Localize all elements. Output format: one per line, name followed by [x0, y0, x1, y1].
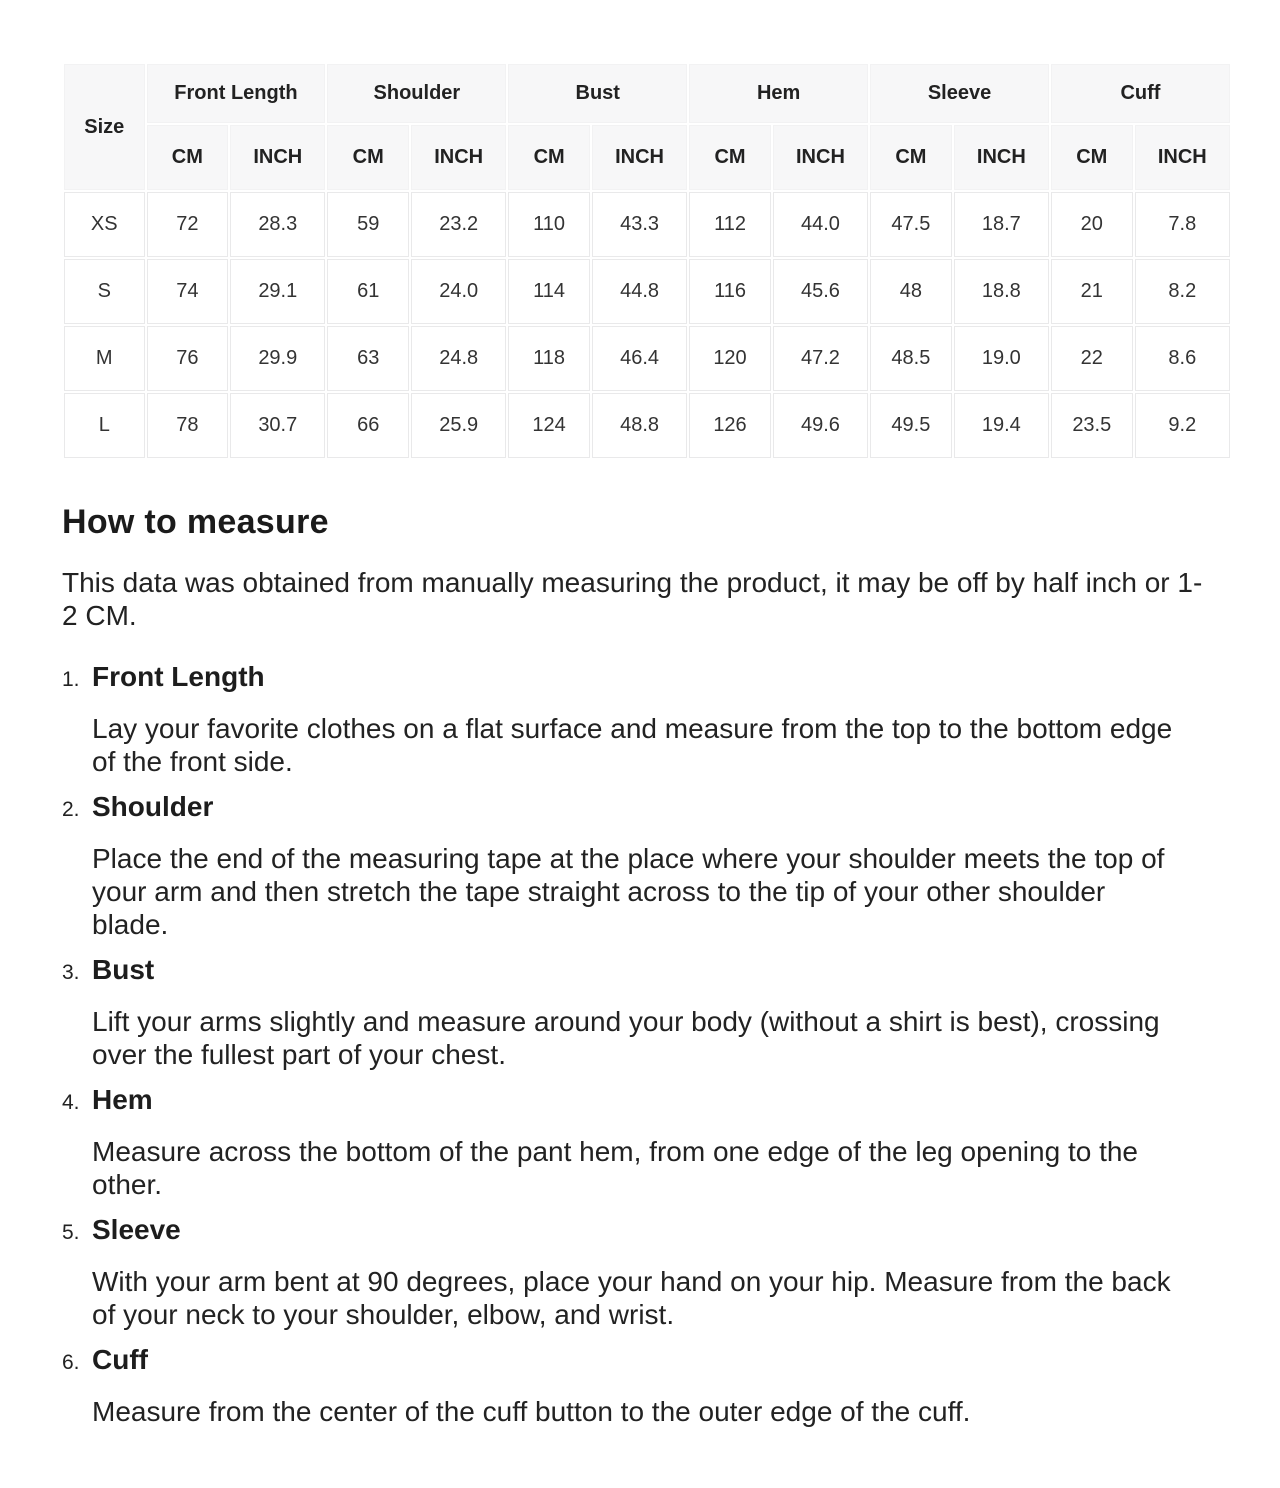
- table-cell: 25.9: [411, 393, 506, 458]
- intro-text: This data was obtained from manually measuring the product, it may be off by half inch or 1-2 CM.: [62, 567, 1203, 631]
- table-cell: 49.6: [773, 393, 868, 458]
- table-cell: 19.0: [954, 326, 1049, 391]
- item-number: 1.: [62, 668, 80, 691]
- table-cell: 118: [508, 326, 590, 391]
- col-group-sleeve: Sleeve: [870, 64, 1049, 123]
- unit-header-inch: INCH: [773, 125, 868, 190]
- section-title: How to measure: [62, 503, 329, 541]
- unit-header-inch: INCH: [1135, 125, 1230, 190]
- table-unit-header-row: [64, 125, 1230, 190]
- row-size-cell: M: [64, 326, 145, 391]
- row-size-cell: XS: [64, 192, 145, 257]
- unit-header-inch: INCH: [592, 125, 687, 190]
- unit-header-cm: CM: [147, 125, 229, 190]
- item-number: 2.: [62, 798, 80, 821]
- item-term-row: [62, 953, 1232, 991]
- table-cell: 63: [327, 326, 409, 391]
- item-description: Measure from the center of the cuff button to the outer edge of the cuff.: [92, 1396, 971, 1427]
- list-item: [62, 953, 1232, 1071]
- table-cell: 48.8: [592, 393, 687, 458]
- table-cell: 43.3: [592, 192, 687, 257]
- unit-header-inch: INCH: [230, 125, 325, 190]
- item-term-row: [62, 1083, 1232, 1121]
- table-cell: 18.8: [954, 259, 1049, 324]
- table-cell: 29.1: [230, 259, 325, 324]
- unit-header-inch: INCH: [411, 125, 506, 190]
- item-term-row: [62, 790, 1232, 828]
- list-item: [62, 1213, 1232, 1331]
- item-description: Measure across the bottom of the pant hem, from one edge of the leg opening to the other.: [92, 1136, 1138, 1200]
- table-row: [64, 326, 1230, 391]
- table-cell: 66: [327, 393, 409, 458]
- item-term: Sleeve: [92, 1214, 181, 1245]
- table-cell: 126: [689, 393, 771, 458]
- table-cell: 124: [508, 393, 590, 458]
- table-cell: 24.8: [411, 326, 506, 391]
- measure-instructions-list: [62, 660, 1232, 1428]
- item-description: Place the end of the measuring tape at the place where your shoulder meets the top of your arm and then stretch the tape straight across to the tip of your other shoulder blade.: [92, 843, 1165, 940]
- col-group-front-length: Front Length: [147, 64, 326, 123]
- item-description: With your arm bent at 90 degrees, place your hand on your hip. Measure from the back of your neck to your shoulder, elbow, and wrist.: [92, 1266, 1171, 1330]
- table-cell: 114: [508, 259, 590, 324]
- item-number: 3.: [62, 961, 80, 984]
- table-cell: 44.0: [773, 192, 868, 257]
- table-cell: 8.2: [1135, 259, 1230, 324]
- table-cell: 116: [689, 259, 771, 324]
- col-group-cuff: Cuff: [1051, 64, 1230, 123]
- table-cell: 47.5: [870, 192, 952, 257]
- table-cell: 22: [1051, 326, 1133, 391]
- table-row: [64, 393, 1230, 458]
- table-cell: 49.5: [870, 393, 952, 458]
- unit-header-cm: CM: [870, 125, 952, 190]
- table-cell: 9.2: [1135, 393, 1230, 458]
- item-term-row: [62, 1213, 1232, 1251]
- col-group-bust: Bust: [508, 64, 687, 123]
- unit-header-cm: CM: [508, 125, 590, 190]
- list-item: [62, 790, 1232, 941]
- table-cell: 72: [147, 192, 229, 257]
- item-term: Bust: [92, 954, 155, 985]
- list-item: [62, 1343, 1232, 1428]
- table-cell: 112: [689, 192, 771, 257]
- table-cell: 19.4: [954, 393, 1049, 458]
- item-term-row: [62, 660, 1232, 698]
- item-number: 4.: [62, 1091, 80, 1114]
- table-cell: 110: [508, 192, 590, 257]
- item-description: Lift your arms slightly and measure around your body (without a shirt is best), crossing over the fullest part of your chest.: [92, 1006, 1160, 1070]
- col-group-shoulder: Shoulder: [327, 64, 506, 123]
- row-size-cell: S: [64, 259, 145, 324]
- table-cell: 8.6: [1135, 326, 1230, 391]
- table-cell: 30.7: [230, 393, 325, 458]
- item-number: 5.: [62, 1221, 80, 1244]
- table-cell: 20: [1051, 192, 1133, 257]
- table-cell: 28.3: [230, 192, 325, 257]
- col-group-hem: Hem: [689, 64, 868, 123]
- item-description: Lay your favorite clothes on a flat surface and measure from the top to the bottom edge of the front side.: [92, 713, 1173, 777]
- list-item: [62, 660, 1232, 778]
- item-term-row: [62, 1343, 1232, 1381]
- table-cell: 120: [689, 326, 771, 391]
- row-size-cell: L: [64, 393, 145, 458]
- unit-header-inch: INCH: [954, 125, 1049, 190]
- item-term: Shoulder: [92, 791, 214, 822]
- table-cell: 61: [327, 259, 409, 324]
- table-cell: 18.7: [954, 192, 1049, 257]
- table-cell: 76: [147, 326, 229, 391]
- item-term: Front Length: [92, 661, 265, 692]
- table-cell: 29.9: [230, 326, 325, 391]
- unit-header-cm: CM: [689, 125, 771, 190]
- table-cell: 46.4: [592, 326, 687, 391]
- col-header-size: Size: [64, 64, 145, 190]
- item-term: Hem: [92, 1084, 153, 1115]
- table-cell: 23.5: [1051, 393, 1133, 458]
- table-cell: 21: [1051, 259, 1133, 324]
- size-chart-table: [62, 62, 1232, 460]
- table-cell: 47.2: [773, 326, 868, 391]
- table-cell: 78: [147, 393, 229, 458]
- item-term: Cuff: [92, 1344, 148, 1375]
- table-group-header-row: [64, 64, 1230, 123]
- table-cell: 48: [870, 259, 952, 324]
- table-cell: 24.0: [411, 259, 506, 324]
- table-cell: 7.8: [1135, 192, 1230, 257]
- unit-header-cm: CM: [327, 125, 409, 190]
- unit-header-cm: CM: [1051, 125, 1133, 190]
- table-cell: 74: [147, 259, 229, 324]
- table-cell: 44.8: [592, 259, 687, 324]
- table-cell: 48.5: [870, 326, 952, 391]
- table-cell: 59: [327, 192, 409, 257]
- list-item: [62, 1083, 1232, 1201]
- table-cell: 23.2: [411, 192, 506, 257]
- table-row: [64, 259, 1230, 324]
- item-number: 6.: [62, 1351, 80, 1374]
- table-cell: 45.6: [773, 259, 868, 324]
- table-row: [64, 192, 1230, 257]
